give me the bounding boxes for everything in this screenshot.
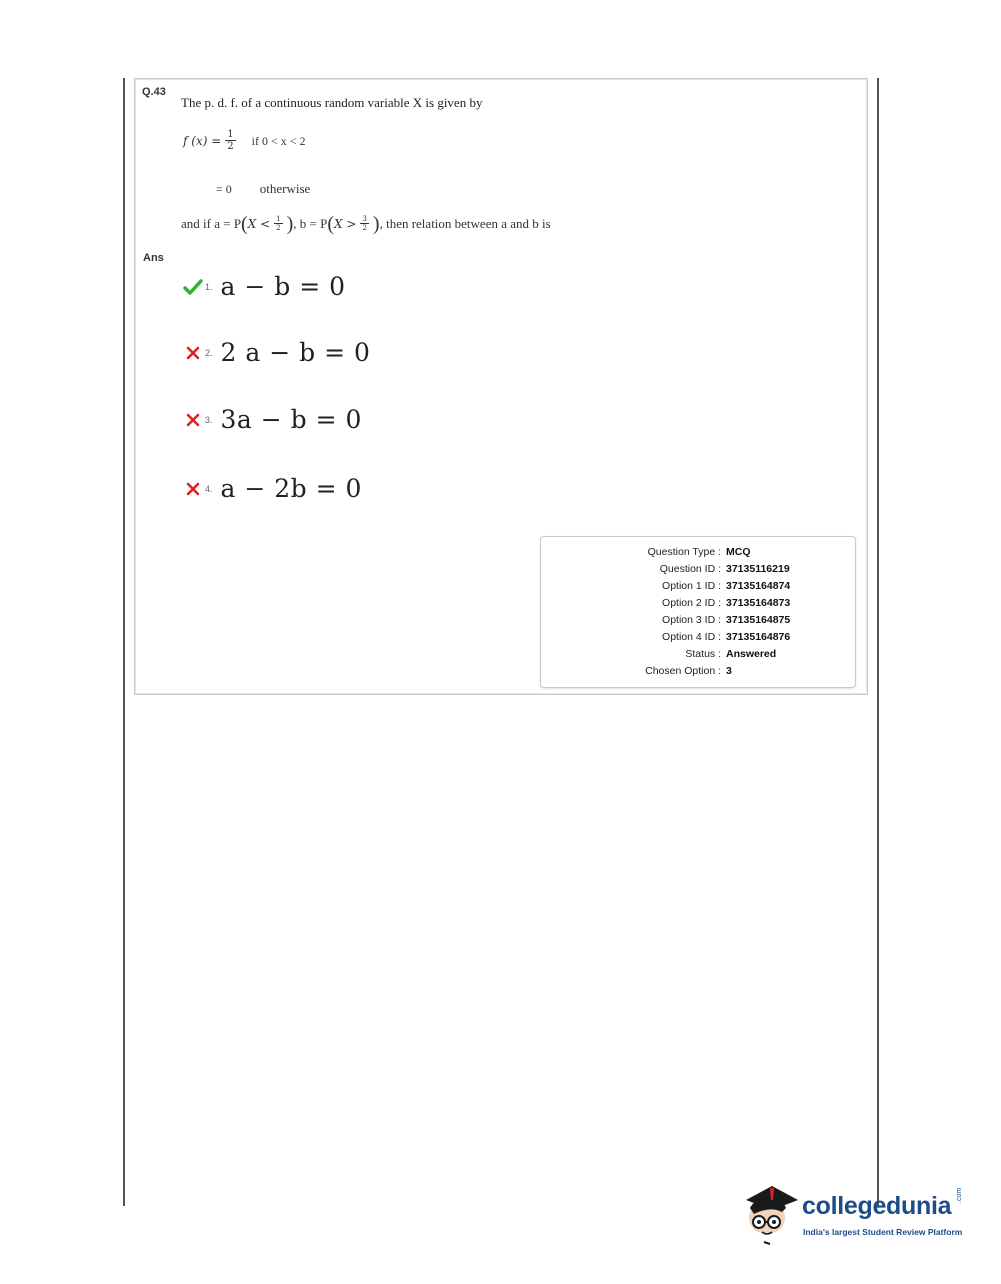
- relation-x1: X <: [247, 217, 271, 231]
- check-icon: [183, 277, 203, 297]
- status-label: Status :: [685, 648, 721, 660]
- relation-fraction-1: [274, 216, 282, 232]
- question-type-value: MCQ: [726, 546, 751, 558]
- option4-id-label: Option 4 ID :: [662, 631, 721, 643]
- option-3-expression: 3a − b = 0: [220, 405, 362, 434]
- cross-icon: [183, 410, 203, 430]
- chosen-option-value: 3: [726, 665, 732, 677]
- brand-domain: .com: [956, 1187, 963, 1203]
- pdf-fraction: [225, 130, 235, 152]
- relation-f2-den: 2: [362, 224, 367, 232]
- pdf-otherwise: otherwise: [259, 181, 311, 196]
- option-2: [183, 338, 370, 367]
- question-type-label: Question Type :: [647, 546, 721, 558]
- option4-id-value: 37135164876: [726, 631, 791, 643]
- relation-x2: X >: [334, 217, 357, 231]
- collegedunia-mascot-logo: [742, 1178, 804, 1248]
- option-4-expression: a − 2b = 0: [220, 474, 362, 503]
- close-paren-2: ): [372, 213, 380, 235]
- relation-suffix: , then relation between a and b is: [379, 216, 551, 231]
- question-details-box: [540, 536, 856, 688]
- relation-f1-num: 1: [276, 215, 281, 223]
- answer-label: Ans: [143, 252, 164, 264]
- right-page-border: [877, 78, 879, 1206]
- relation-mid: , b = P: [293, 216, 328, 231]
- option-1-number: 1.: [205, 281, 213, 292]
- pdf-lhs: f (x) =: [183, 134, 222, 148]
- pdf-zero: = 0: [216, 181, 232, 196]
- pdf-condition: if 0 < x < 2: [251, 133, 306, 148]
- close-paren-1: ): [286, 213, 294, 235]
- question-id-value: 37135116219: [726, 563, 790, 575]
- brand-name: collegedunia: [802, 1192, 952, 1220]
- option-1: [183, 272, 346, 301]
- pdf-fraction-den: 2: [227, 141, 234, 152]
- relation-prefix: and if a = P: [181, 216, 242, 231]
- option3-id-label: Option 3 ID :: [662, 614, 721, 626]
- pdf-fraction-num: 1: [227, 129, 234, 140]
- option1-id-label: Option 1 ID :: [662, 580, 721, 592]
- open-paren-1: (: [241, 213, 248, 235]
- option1-id-value: 37135164874: [726, 580, 791, 592]
- option-2-expression: 2 a − b = 0: [220, 338, 371, 367]
- pdf-line-2: [216, 181, 310, 197]
- cross-icon: [183, 479, 203, 499]
- question-number: Q.43: [142, 86, 166, 98]
- option-4-number: 4.: [205, 483, 213, 494]
- option-4: [183, 474, 362, 503]
- cross-icon: [183, 343, 203, 363]
- left-page-border: [123, 78, 125, 1206]
- status-value: Answered: [726, 648, 777, 660]
- question-id-label: Question ID :: [659, 563, 721, 575]
- brand-tagline: India's largest Student Review Platform: [803, 1227, 963, 1237]
- pdf-line-1: [183, 130, 306, 152]
- option3-id-value: 37135164875: [726, 614, 791, 626]
- relation-f1-den: 2: [276, 224, 281, 232]
- option-1-expression: a − b = 0: [220, 272, 346, 301]
- relation-f2-num: 3: [362, 215, 367, 223]
- relation-fraction-2: [360, 216, 368, 232]
- option-3-number: 3.: [205, 414, 213, 425]
- relation-line: [181, 214, 551, 234]
- chosen-option-label: Chosen Option :: [645, 665, 721, 677]
- open-paren-2: (: [327, 213, 335, 235]
- option-3: [183, 405, 362, 434]
- option-2-number: 2.: [205, 347, 213, 358]
- question-text: The p. d. f. of a continuous random variable X is given by: [181, 95, 483, 110]
- option2-id-value: 37135164873: [726, 597, 791, 609]
- option2-id-label: Option 2 ID :: [662, 597, 721, 609]
